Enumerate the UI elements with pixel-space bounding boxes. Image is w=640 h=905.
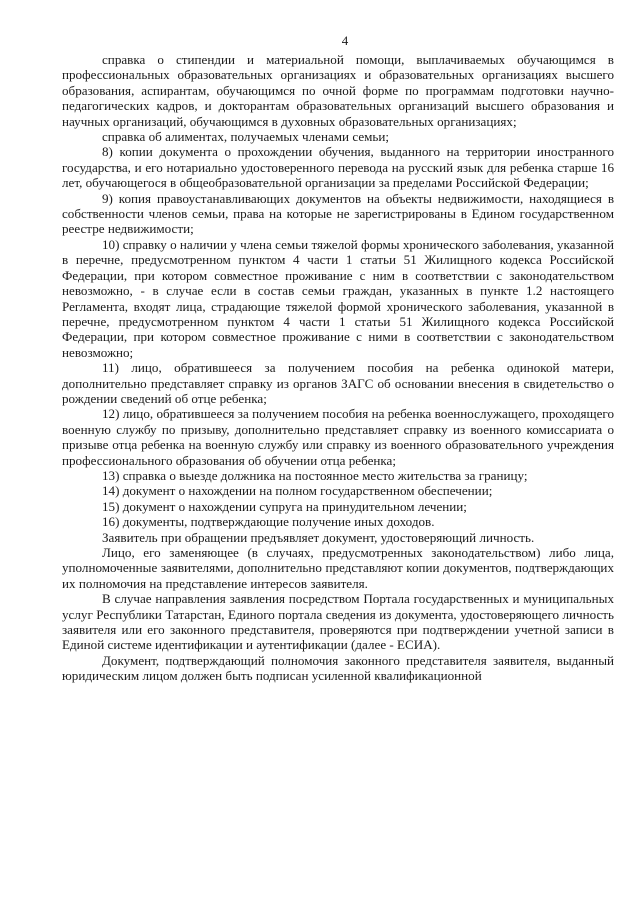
document-page [62,30,614,684]
document-body [62,52,614,684]
paragraph-item-15: 15) документ о нахождении супруга на принудительном лечении; [102,498,467,514]
paragraph-item-9: 9) копия правоустанавливающих документов на объекты недвижимости, находящиеся в собственности членов семьи, права на которые не зарегистрированы в Едином государственном реестре недвижимости; [62,190,614,237]
paragraph-legal-representative-document: Документ, подтверждающий полномочия законного представителя заявителя, выданный юридическим лицом должен быть подписан усиленной квалификационной [62,652,614,684]
paragraph-alimony-certificate: справка об алиментах, получаемых членами семьи; [102,129,390,145]
paragraph-item-10: 10) справку о наличии у члена семьи тяжелой формы хронического заболевания, указанной в перечне, предусмотренном пунктом 4 части 1 статьи 51 Жилищного кодекса Российской Федерации, при котором совместное проживание с ним в соответствии с законодательством невозможно, - в случае если в состав семьи граждан, указанных в пункте 1.2 настоящего Регламента, входят лица, страдающие тяжелой формой хронического заболевания, указанной в перечне, предусмотренном пунктом 4 части 1 статьи 51 Жилищного кодекса Российской Федерации, при котором совместное проживание с ними в соответствии с законодательством невозможно; [62,236,614,360]
paragraph-item-8: 8) копии документа о прохождении обучения, выданного на территории иностранного государства, и его нотариально удостоверенного перевода на русский язык для ребенка старше 16 лет, обучающегося в общеобразовательной организации за пределами Российской Федерации; [62,144,614,191]
paragraph-item-16: 16) документы, подтверждающие получение иных доходов. [102,514,435,530]
paragraph-scholarship-certificate: справка о стипендии и материальной помощи, выплачиваемых обучающимся в профессиональных образовательных организациях и образовательных организациях высшего образования, аспирантам, обучающимся по очной форме по программам подготовки научно-педагогических кадров, и докторантам образовательных организаций высшего образования и научных организаций, обучающимся в духовных образовательных организациях; [62,52,614,129]
paragraph-item-14: 14) документ о нахождении на полном государственном обеспечении; [102,483,493,499]
page-number: 4 [341,33,349,48]
paragraph-identity-document: Заявитель при обращении предъявляет документ, удостоверяющий личность. [102,529,535,545]
paragraph-portal-submission: В случае направления заявления посредством Портала государственных и муниципальных услуг Республики Татарстан, Единого портала сведения из документа, удостоверяющего личность заявителя или его законного представителя, проверяются при подтверждении учетной записи в Единой системе идентификации и аутентификации (далее - ЕСИА). [62,591,614,653]
paragraph-item-11: 11) лицо, обратившееся за получением пособия на ребенка одинокой матери, дополнительно представляет справку из органов ЗАГС об основании внесения в свидетельство о рождении сведений об отце ребенка; [62,360,614,406]
paragraph-representative: Лицо, его заменяющее (в случаях, предусмотренных законодательством) либо лица, уполномоченные заявителями, дополнительно представляют копии документов, подтверждающих их полномочия на представление интересов заявителя. [62,545,614,591]
paragraph-item-12: 12) лицо, обратившееся за получением пособия на ребенка военнослужащего, проходящего военную службу по призыву, дополнительно представляет справку из военного комиссариата о призыве отца ребенка на военную службу или справку из военного образовательного учреждения профессионального образования об обучении отца ребенка; [62,406,614,468]
paragraph-item-13: 13) справка о выезде должника на постоянное место жительства за границу; [102,467,528,483]
